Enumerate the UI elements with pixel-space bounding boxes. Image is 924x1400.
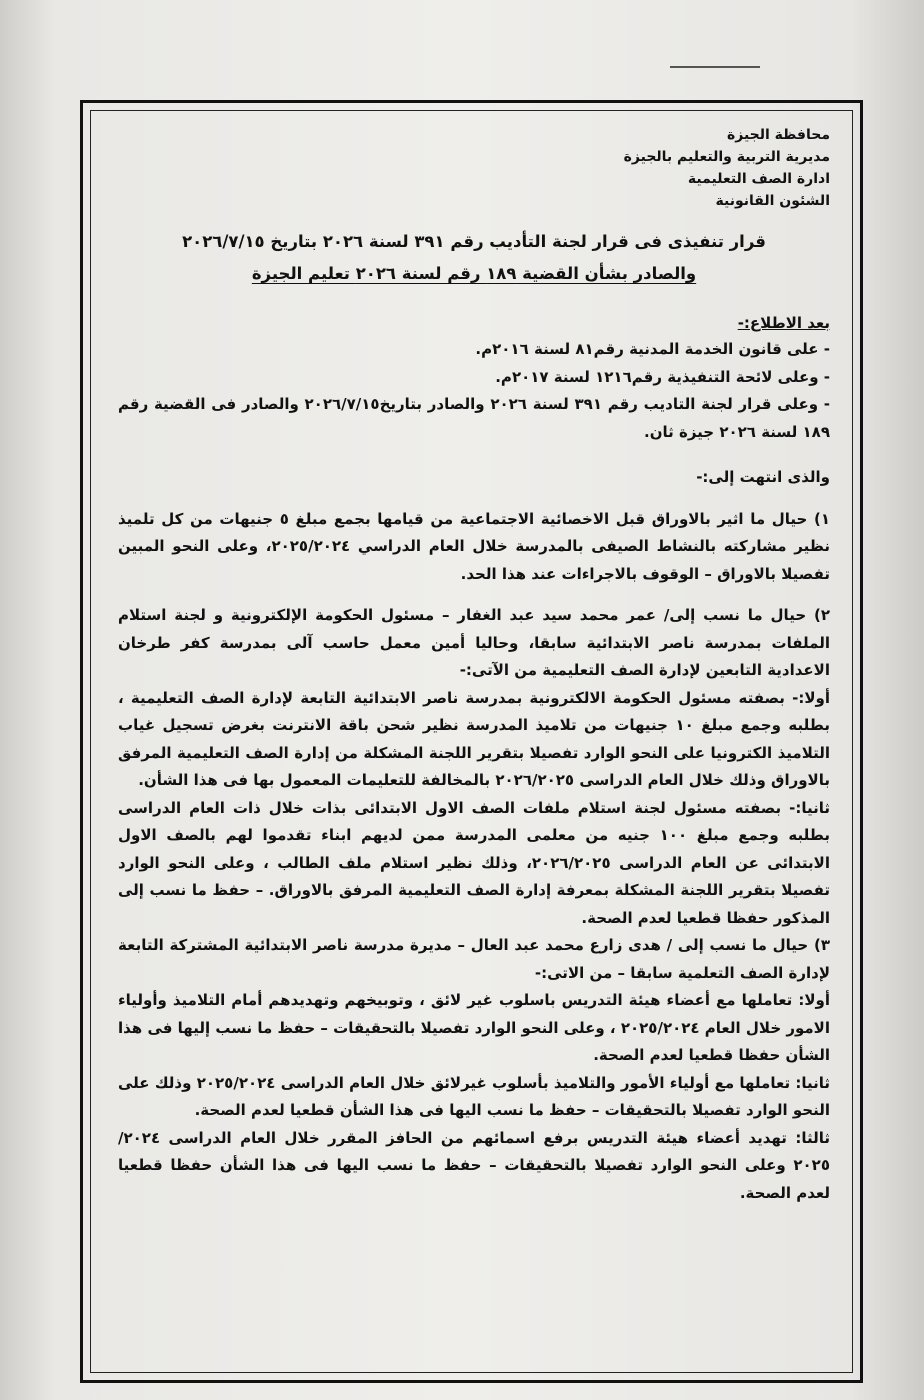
- clause-2-second: ثانيا:- بصفته مسئول لجنة استلام ملفات الصف الاول الابتدائى بذات خلال ذات العام الدراسى بطلبه وجمع مبلغ ١٠٠ جنيه من معلمى المدرسة ممن لديهم ابناء تقدموا لهم بالصف الاول الابتدائى عن العام الدراسى ٢٠٢٦/٢٠٢٥، وذلك نظير استلام ملف الطالب ، وعلى النحو الوارد تفصيلا بتقرير اللجنة المشكلة بمعرفة إدارة الصف التعليمية المرفق بالاوراق. – حفظ ما نسب إلى المذكور حفظا قطعيا لعدم الصحة.: [118, 798, 830, 927]
- clause-1: ١) حيال ما اثير بالاوراق قبل الاخصائية الاجتماعية من قيامها بجمع مبلغ ٥ جنيهات من كل تلميذ نظير مشاركته بالنشاط الصيفى بالمدرسة خلال العام الدراسي ٢٠٢٥/٢٠٢٤، وعلى النحو المبين تفصيلا بالاوراق – الوقوف بالاجراءات عند هذا الحد.: [118, 509, 830, 583]
- document-body: [118, 118, 830, 1207]
- clause-3-intro: ٣) حيال ما نسب إلى / هدى زارع محمد عبد العال – مديرة مدرسة ناصر الابتدائية المشتركة التابعة لإدارة الصف التعلمية سابقا – من الاتى:-: [118, 936, 830, 982]
- clause-3-first: أولا: تعاملها مع أعضاء هيئة التدريس باسلوب غير لائق ، وتوبيخهم وتهديدهم أمام التلاميذ وأولياء الامور خلال العام ٢٠٢٥/٢٠٢٤ ، وعلى النحو الوارد تفصيلا بالتحقيقات – حفظ ما نسب إليها فى هذا الشأن حفظا قطعيا لعدم الصحة.: [118, 991, 830, 1064]
- directorate-line: مديرية التربية والتعليم بالجيزة: [623, 149, 830, 165]
- preamble-item-2: - وعلى لائحة التنفيذية رقم١٢١٦ لسنة ٢٠١٧م.: [495, 367, 830, 386]
- clause-3-second: ثانيا: تعاملها مع أولياء الأمور والتلاميذ بأسلوب غيرلائق خلال العام الدراسى ٢٠٢٥/٢٠٢٤ وذلك على النحو الوارد تفصيلا بالتحقيقات – حفظ ما نسب اليها فى هذا الشأن قطعيا لعدم الصحة.: [118, 1073, 830, 1119]
- clause-2-first: أولا:- بصفته مسئول الحكومة الالكترونية بمدرسة ناصر الابتدائية التابعة لإدارة الصف التعليمية ، بطلبه وجمع مبلغ ١٠ جنيهات من تلاميذ المدرسة نظير شحن باقة الانترنت بغرض تسجيل غياب التلاميذ الكترونيا على النحو الوارد تفصيلا بتقرير اللجنة المشكلة من إدارة الصف التعليمية المرفق بالاوراق وذلك خلال العام الدراسى ٢٠٢٦/٢٠٢٥ بالمخالفة للتعليمات المعمول بها فى هذا الشأن.: [118, 688, 830, 789]
- preamble-item-3: - وعلى قرار لجنة التاديب رقم ٣٩١ لسنة ٢٠٢٦ والصادر بتاريخ٢٠٢٦/٧/١٥ والصادر فى القضية رقم ١٨٩ لسنة ٢٠٢٦ جيزة ثان.: [118, 395, 830, 441]
- preamble-item-1: - على قانون الخدمة المدنية رقم٨١ لسنة ٢٠١٦م.: [475, 340, 830, 358]
- preamble-heading: بعد الاطلاع:-: [737, 314, 830, 332]
- governorate-line: محافظة الجيزة: [726, 127, 830, 143]
- department-line: الشئون القانونية: [715, 193, 830, 209]
- decree-title: [118, 226, 830, 290]
- pen-mark: [670, 66, 760, 68]
- clause-2-intro: ٢) حيال ما نسب إلى/ عمر محمد سيد عبد الغفار – مسئول الحكومة الإلكترونية و لجنة استلام الملفات بمدرسة ناصر الابتدائية سابقا، وحاليا أمين معمل حاسب آلى بمدرسة كفر طرخان الاعدادية التابعين لإدارة الصف التعليمية من الآتى:-: [118, 606, 830, 679]
- title-line-2: والصادر بشأن القضية ١٨٩ رقم لسنة ٢٠٢٦ تعليم الجيزة: [251, 264, 697, 283]
- title-line-1: قرار تنفيذى فى قرار لجنة التأديب رقم ٣٩١ لسنة ٢٠٢٦ بتاريخ ٢٠٢٦/٧/١٥: [182, 232, 766, 251]
- administration-line: ادارة الصف التعليمية: [687, 171, 830, 187]
- clause-3-third: ثالثا: تهديد أعضاء هيئة التدريس برفع اسمائهم من الحافز المقرر خلال العام الدراسى ٢٠٢٤/ ٢٠٢٥ وعلى النحو الوارد تفصيلا بالتحقيقات – حفظ ما نسب اليها فى هذا الشأن حفظا قطعيا لعدم الصحة.: [118, 1128, 830, 1202]
- conclusion-intro: والذى انتهت إلى:-: [696, 468, 830, 486]
- letterhead: [118, 124, 830, 212]
